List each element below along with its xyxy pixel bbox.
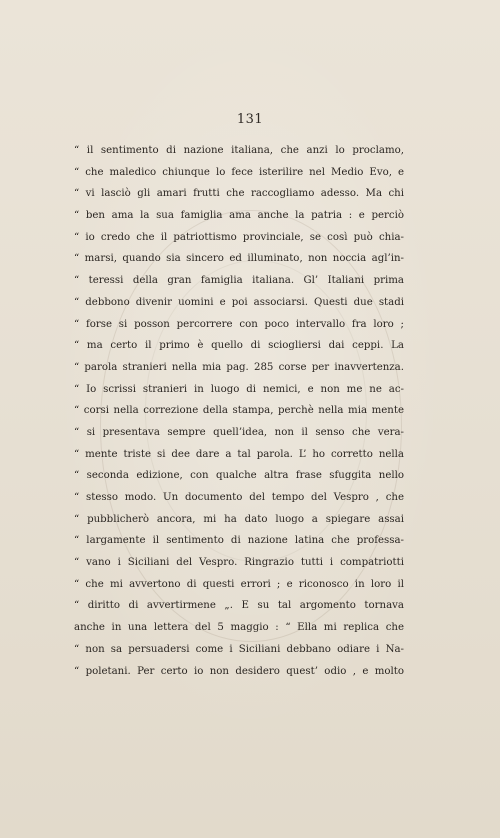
- text-line: “ si presentava sempre quell’idea, non il senso che vera-: [74, 426, 404, 438]
- text-line: “ stesso modo. Un documento del tempo del Vespro , che: [74, 492, 404, 503]
- text-line: “ che mi avvertono di questi errori ; e riconosco in loro il: [74, 578, 404, 590]
- text-line: “ teressi della gran famiglia italiana. Gl’ Italiani prima: [74, 275, 404, 287]
- page-number: 131: [236, 112, 264, 127]
- text-line: “ non sa persuadersi come i Siciliani debbano odiare i Na-: [74, 643, 404, 655]
- text-line: “ diritto di avvertirmene „. E su tal argomento tornava: [74, 600, 404, 612]
- text-line: “ Io scrissi stranieri in luogo di nemici, e non me ne ac-: [74, 383, 404, 395]
- text-line: “ poletani. Per certo io non desidero quest’ odio , e molto: [74, 665, 404, 677]
- text-line: “ marsi, quando sia sincero ed illuminato, non noccia agl’in-: [74, 253, 404, 265]
- text-line: “ ben ama la sua famiglia ama anche la patria : e perciò: [74, 210, 404, 222]
- text-line: “ vi lasciò gli amari frutti che raccogliamo adesso. Ma chi: [74, 188, 404, 200]
- text-line: “ largamente il sentimento di nazione latina che professa-: [74, 535, 404, 547]
- text-line: “ ma certo il primo è quello di sciogliersi dai ceppi. La: [74, 340, 404, 352]
- text-line: “ il sentimento di nazione italiana, che anzi lo proclamo,: [74, 145, 404, 156]
- text-line: “ corsi nella correzione della stampa, perchè nella mia mente: [74, 405, 404, 417]
- text-block: [74, 140, 404, 682]
- text-line: “ forse si posson percorrere con poco intervallo fra loro ;: [74, 318, 404, 330]
- text-line: “ pubblicherò ancora, mi ha dato luogo a spiegare assai: [74, 513, 404, 525]
- text-line: anche in una lettera del 5 maggio : “ Ella mi replica che: [74, 622, 404, 634]
- text-line: “ io credo che il patriottismo provinciale, se così può chia-: [74, 231, 404, 243]
- text-line: “ debbono divenir uomini e poi associarsi. Questi due stadi: [74, 296, 404, 308]
- text-line: “ vano i Siciliani del Vespro. Ringrazio tutti i compatriotti: [74, 557, 404, 569]
- text-line: “ seconda edizione, con qualche altra frase sfuggita nello: [74, 470, 404, 482]
- text-line: “ parola stranieri nella mia pag. 285 corse per inavvertenza.: [74, 361, 404, 373]
- text-line: “ che maledico chiunque lo fece isterilire nel Medio Evo, e: [74, 166, 404, 178]
- text-line: “ mente triste si dee dare a tal parola. L’ ho corretto nella: [74, 448, 404, 460]
